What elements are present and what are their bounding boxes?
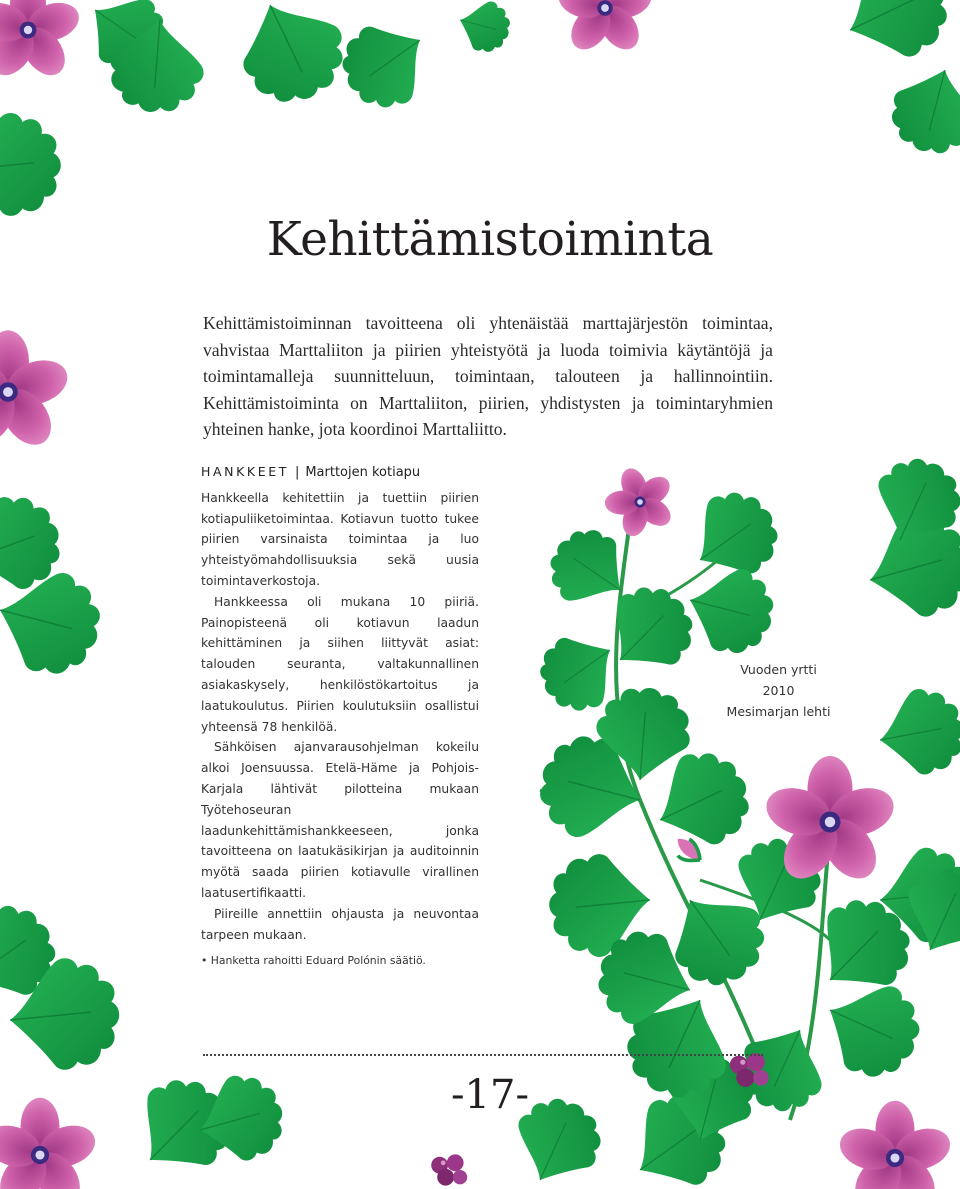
caption-line: Mesimarjan lehti [726, 704, 831, 719]
project-name: Marttojen kotiapu [305, 465, 421, 480]
page-number: -17- [451, 1072, 529, 1118]
dotted-divider [203, 1054, 763, 1056]
page-title: Kehittämistoiminta [266, 212, 714, 267]
section-label: HANKKEET [201, 464, 289, 479]
heading-separator: | [294, 465, 300, 480]
caption-line: Vuoden yrtti [740, 662, 817, 677]
project-paragraph: Sähköisen ajanvarausohjelman kokeilu alkoi Joensuussa. Etelä-Häme ja Pohjois-Karjala lähtivät pilotteina mukaan Työtehoseuran laadunkehittämishankkeeseen, jonka tavoitteena on laatukäsikirjan ja auditoinnin myötä saada piirien kotiavulle virallinen laatusertifikaatti. [201, 740, 479, 900]
funding-footnote: • Hanketta rahoitti Eduard Polónin säätiö. [201, 954, 426, 968]
caption-year: 2010 [762, 683, 795, 698]
intro-paragraph: Kehittämistoiminnan tavoitteena oli yhtenäistää marttajärjestön toimintaa, vahvistaa Marttaliiton ja piirien yhteistyötä ja luoda toimivia käytäntöjä ja toimintamalleja suunnitteluun, toimintaan, talouteen ja hallinnointiin. Kehittämistoiminta on Marttaliiton, piirien, yhdistysten ja toimintaryhmien yhteinen hanke, jota koordinoi Marttaliitto. [203, 313, 773, 439]
project-heading [201, 462, 479, 484]
project-paragraph: Hankkeella kehitettiin ja tuettiin piirien kotiapuliiketoimintaa. Kotiavun tuotto tukee piirien varsinaista toimintaa ja luo yhteistyömahdollisuuksia sekä uusia toimintaverkostoja. [201, 490, 479, 588]
project-paragraph: Hankkeessa oli mukana 10 piiriä. Painopisteenä oli kotiavun laadun kehittäminen ja siihen liittyvät asiat: talouden seuranta, valtakunnallinen asiakaskysely, henkilöstökartoitus ja laatukoulutus. Piirien koulutuksiin osallistui yhteensä 78 henkilöä. [201, 594, 479, 734]
project-paragraph: Piireille annettiin ohjausta ja neuvontaa tarpeen mukaan. [201, 906, 479, 942]
project-section [201, 462, 479, 972]
illustration-caption [716, 659, 841, 722]
